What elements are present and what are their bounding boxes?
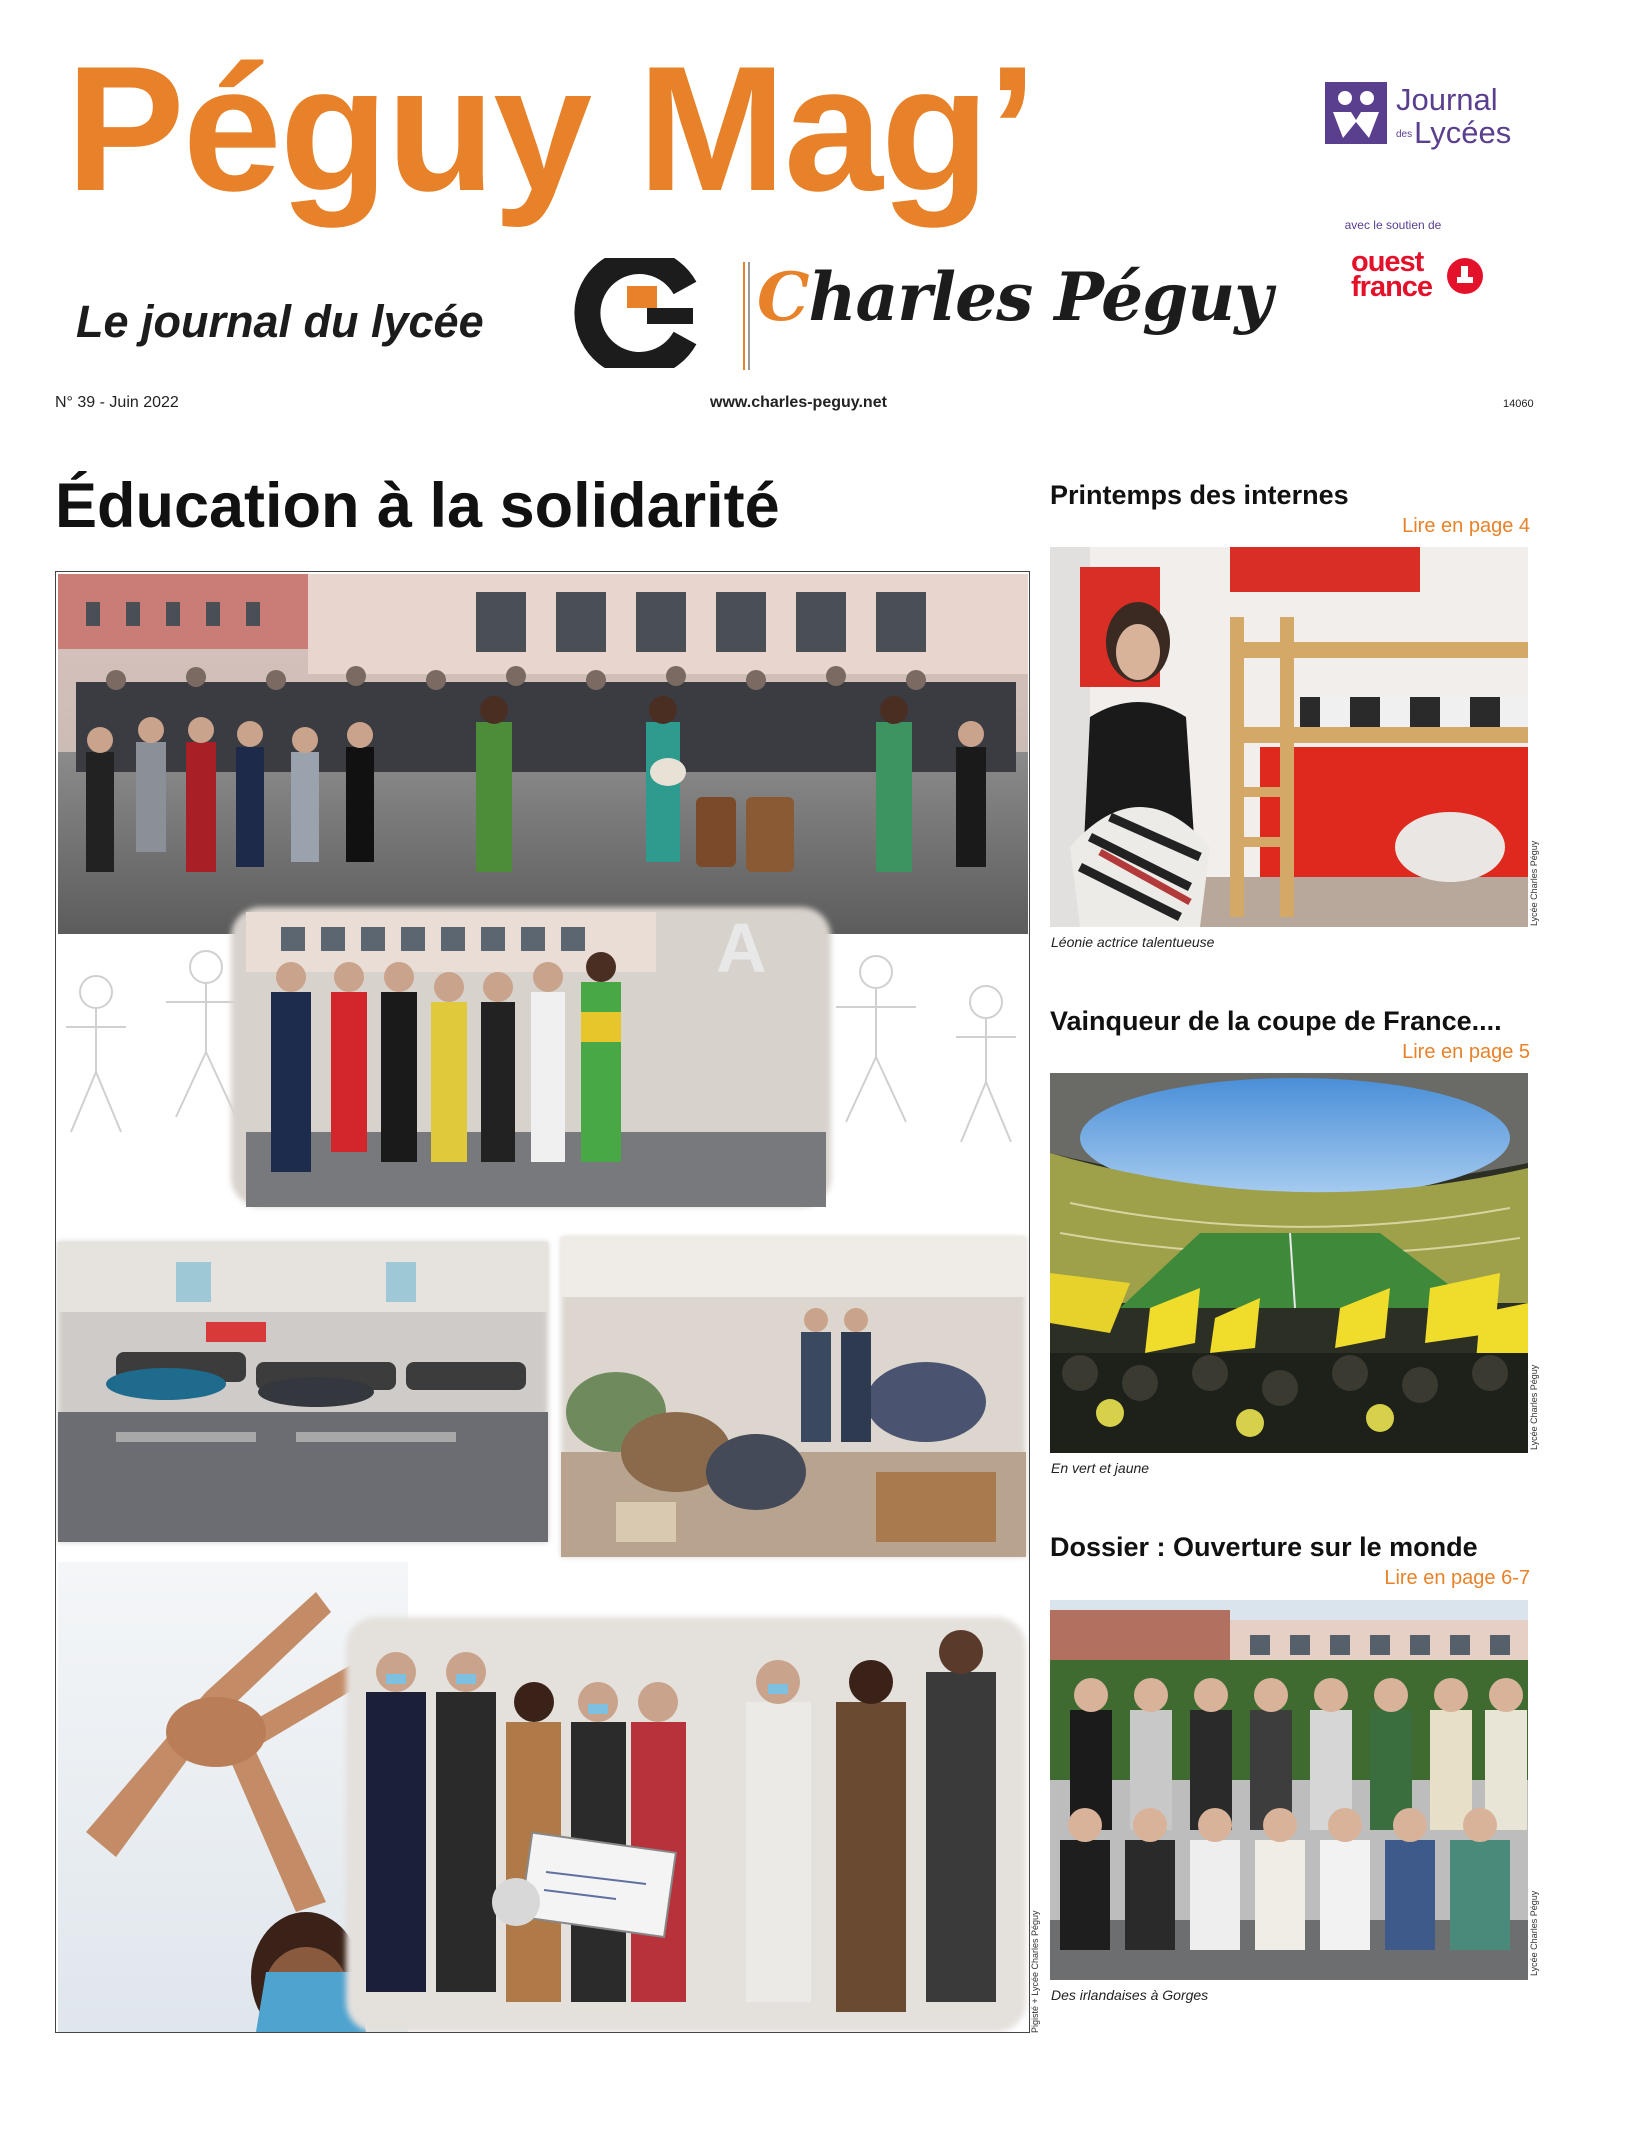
logo-divider	[743, 262, 751, 370]
journal-des-lycees-wordmark	[1396, 84, 1511, 148]
lead-headline: Éducation à la solidarité	[55, 471, 780, 541]
teaser-3-credit: Lycée Charles Péguy	[1529, 1890, 1539, 1976]
website-link[interactable]: www.charles-peguy.net	[710, 394, 887, 411]
collage-photo-blood-donation	[58, 1242, 548, 1542]
teaser-3-caption: Des irlandaises à Gorges	[1051, 1987, 1209, 2003]
of-line2: france	[1351, 270, 1433, 303]
teaser-3-title: Dossier : Ouverture sur le monde	[1050, 1532, 1478, 1562]
issue-code: 14060	[1503, 398, 1534, 410]
collage-photo-dance	[58, 574, 1028, 934]
teaser-2-credit: Lycée Charles Péguy	[1529, 1364, 1539, 1450]
collage-photo-group	[231, 907, 831, 1207]
teaser-2-caption: En vert et jaune	[1051, 1460, 1150, 1476]
teaser-3-photo	[1050, 1600, 1528, 1980]
school-name	[757, 258, 1272, 336]
jdl-small: des	[1396, 128, 1413, 140]
of-line1: ouest	[1351, 246, 1424, 278]
stadium-photo	[1050, 1073, 1528, 1453]
ouest-france-logo-icon	[1447, 258, 1483, 294]
teaser-2-photo	[1050, 1073, 1528, 1453]
teaser-1-credit: Lycée Charles Péguy	[1529, 840, 1539, 926]
school-name-initial: C	[757, 258, 809, 336]
ouest-france-wordmark	[1351, 246, 1433, 303]
teaser-1-title: Printemps des internes	[1050, 480, 1349, 510]
jdl-line1: Journal	[1396, 82, 1498, 117]
support-text: avec le soutien de	[1344, 218, 1442, 232]
teaser-2-link[interactable]: Lire en page 5	[1402, 1041, 1530, 1063]
group-photo	[1050, 1600, 1528, 1980]
teaser-2-title: Vainqueur de la coupe de France....	[1050, 1006, 1502, 1036]
collage-graphic	[56, 572, 1030, 2033]
collage-photo-cheque	[346, 1617, 1026, 2032]
school-name-rest: harles Péguy	[808, 258, 1272, 336]
charles-peguy-logo-icon	[565, 258, 705, 368]
solidarity-photo-collage	[55, 571, 1030, 2033]
collage-photo-donations	[561, 1237, 1026, 1557]
teaser-1-photo	[1050, 547, 1528, 927]
magazine-title: Péguy Mag’	[66, 29, 1036, 228]
magazine-tagline: Le journal du lycée	[76, 296, 484, 347]
teaser-1-link[interactable]: Lire en page 4	[1402, 515, 1530, 537]
jdl-line2: Lycées	[1414, 115, 1512, 150]
lead-photo-credit: Pigisté + Lycée Charles Péguy	[1030, 1910, 1040, 2033]
teaser-3-link[interactable]: Lire en page 6-7	[1384, 1567, 1530, 1589]
issue-number: N° 39 - Juin 2022	[55, 394, 179, 411]
svg-text:A: A	[716, 909, 767, 987]
teaser-1-caption: Léonie actrice talentueuse	[1051, 934, 1215, 950]
journal-des-lycees-logo-icon	[1325, 82, 1387, 144]
dorm-photo	[1050, 547, 1528, 927]
